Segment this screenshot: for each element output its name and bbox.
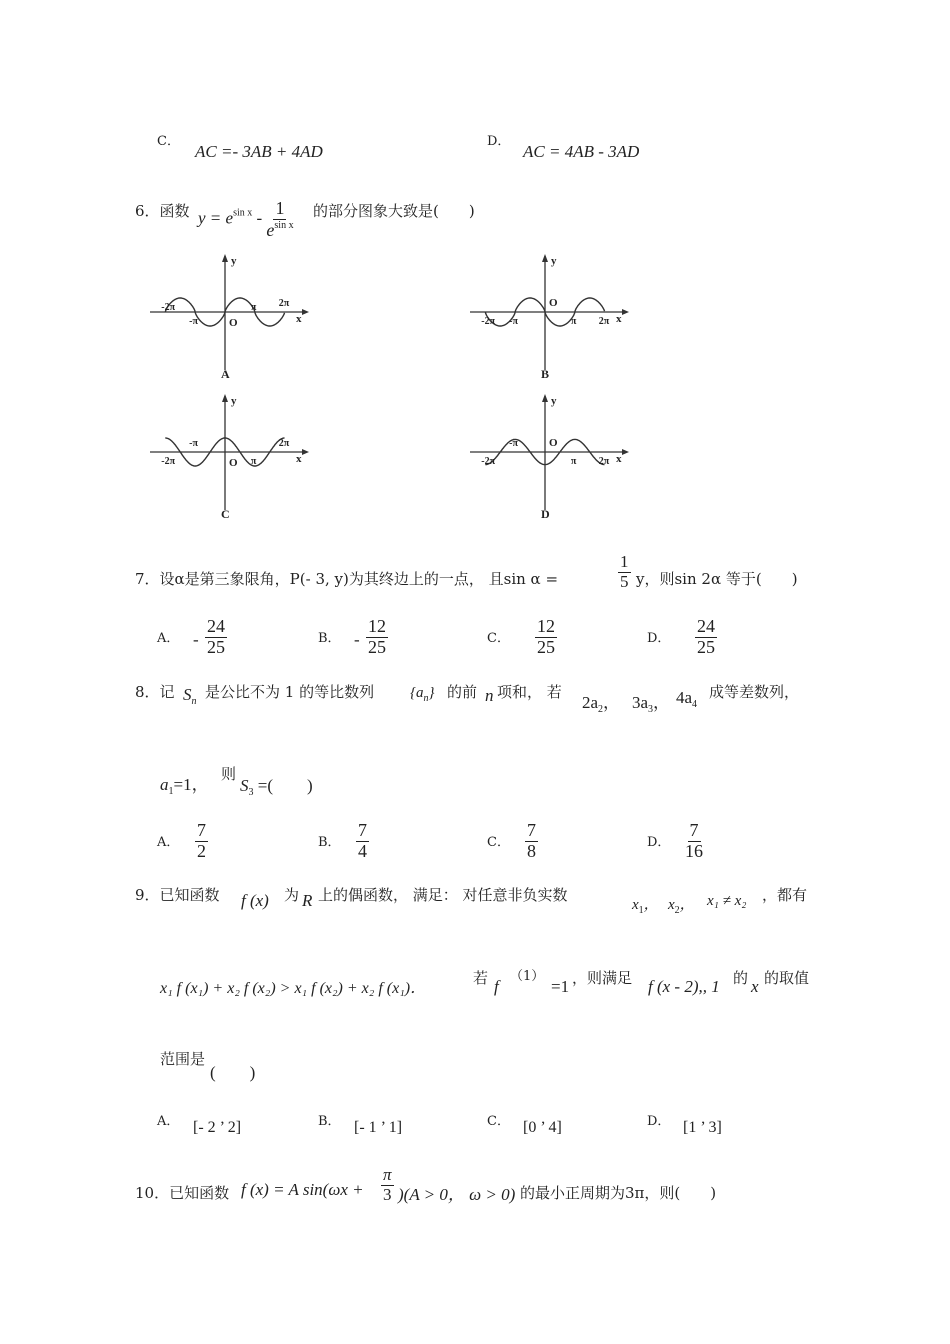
q9-option-label-2[interactable]: C．	[487, 1114, 510, 1129]
q9-option-value-0[interactable]: [- 2 ’ 2]	[193, 1119, 242, 1136]
tick-label-2pi: 2π	[598, 456, 610, 467]
fraction-denominator: 25	[207, 636, 225, 657]
q8opts-fraction-1[interactable]	[356, 821, 369, 862]
q6-fraction-numerator: 1	[275, 198, 285, 218]
tick-label-pi: π	[570, 316, 577, 327]
q9-mid1: 为	[284, 886, 300, 904]
q7opts-label-0[interactable]: A．	[157, 631, 180, 646]
q6-formula	[198, 199, 294, 241]
q8-sn: $S_n$	[183, 685, 197, 707]
q9-option-label-1[interactable]: B．	[318, 1114, 341, 1129]
q6-formula-base: y = e	[198, 208, 234, 228]
fraction-numerator: 12	[368, 616, 386, 636]
x-axis-arrow	[302, 309, 309, 315]
q6-question-text: 的部分图象大致是( )	[313, 202, 475, 220]
q8-term1: $2a_2$，	[582, 693, 621, 715]
fraction-denominator: 25	[697, 636, 715, 657]
tick-label-2pi: 2π	[278, 298, 290, 309]
tick-label-neg-2pi: -2π	[481, 316, 496, 327]
q8-term2: $3a_3$，	[632, 693, 671, 715]
q7opts-label-3[interactable]: D．	[647, 631, 671, 646]
q6-formula-minus: -	[256, 208, 263, 228]
y-axis-label: y	[231, 255, 237, 267]
y-axis-arrow	[222, 254, 228, 262]
fraction-denominator: 25	[537, 636, 555, 657]
y-axis-label: y	[231, 395, 237, 407]
q7opts-label-2[interactable]: C．	[487, 631, 510, 646]
q8opts-fraction-3[interactable]	[685, 821, 703, 862]
q7-text-post: y，则sin 2α 等于( )	[636, 570, 798, 588]
q8-line1: 8．记	[135, 683, 175, 701]
tick-label-neg-pi: -π	[189, 438, 198, 449]
q9-end2: 的取值	[764, 969, 810, 987]
tick-label-2pi: 2π	[598, 316, 610, 327]
q10-formula: f (x) = A sin(ωx +	[241, 1180, 364, 1199]
x-axis-label: x	[296, 313, 302, 325]
q5-option-d-label: D．	[487, 134, 511, 149]
q9-R: R	[302, 891, 313, 910]
q8-an: $\{a_n\}$	[410, 685, 435, 704]
q8opts-label-2[interactable]: C．	[487, 835, 510, 850]
tick-label-pi: π	[570, 456, 577, 467]
q9-inequality: x₁ f (x₁) + x₂ f (x₂) > x₁ f (x₂) + x₂ f (x₁)．	[160, 980, 427, 997]
tick-label-pi: π	[250, 456, 257, 467]
fraction-denominator: 25	[368, 636, 386, 657]
q6-graph-d	[470, 390, 630, 520]
fraction-denominator: 2	[197, 840, 206, 861]
q9-pre: 9．已知函数	[135, 886, 220, 904]
q9-x: x	[751, 977, 759, 996]
tick-label-pi: π	[250, 302, 257, 313]
x-axis-arrow	[622, 309, 629, 315]
q6-graph-a	[150, 250, 310, 380]
q9-x1: $x_1$，	[632, 897, 659, 916]
graph-option-label: A	[221, 367, 230, 380]
q9-option-value-2[interactable]: [0 ’ 4]	[523, 1119, 562, 1136]
q9-neq: x₁ ≠ x₂	[707, 893, 747, 909]
q6-graph-c	[150, 390, 310, 520]
fraction-numerator: 7	[527, 820, 536, 840]
q9-condition: f (x - 2),, 1	[648, 977, 720, 996]
fraction-numerator: 7	[358, 820, 367, 840]
q10-pre: 10．已知函数	[135, 1184, 230, 1202]
x-axis-arrow	[302, 449, 309, 455]
fraction-denominator: 8	[527, 840, 536, 861]
x-axis-arrow	[622, 449, 629, 455]
q9-option-value-1[interactable]: [- 1 ’ 1]	[354, 1119, 403, 1136]
q9-paren: ( )	[210, 1063, 256, 1082]
q8opts-fraction-0[interactable]	[195, 821, 208, 862]
tick-label-neg-pi: -π	[189, 316, 198, 327]
q9-option-value-3[interactable]: [1 ’ 3]	[683, 1119, 722, 1136]
q9-fx: f (x)	[241, 891, 269, 910]
q5-option-c-formula: AC =- 3AB + 4AD	[195, 142, 323, 161]
q7-fraction-numerator: 1	[620, 552, 629, 571]
y-axis-arrow	[542, 394, 548, 402]
y-axis-arrow	[222, 394, 228, 402]
q7-text: 7．设α是第三象限角，P(- 3, y)为其终边上的一点， 且sin α =	[135, 570, 559, 588]
q7opts-fraction-2[interactable]	[535, 617, 557, 658]
q9-eq: =1	[551, 977, 570, 996]
tick-label-neg-pi: -π	[509, 316, 518, 327]
q7opts-label-1[interactable]: B．	[318, 631, 341, 646]
q8-n: n	[485, 686, 494, 705]
q9-end: ，都有	[762, 886, 808, 904]
y-axis-arrow	[542, 254, 548, 262]
q8-s3: $S_3$ =( )	[240, 776, 313, 798]
y-axis-label: y	[551, 395, 557, 407]
q8-text-mid1: 是公比不为 1 的等比数列	[205, 683, 375, 701]
fraction-denominator: 16	[685, 840, 703, 861]
q8-then: 则	[221, 765, 237, 783]
tick-label-neg-2pi: -2π	[161, 302, 176, 313]
q7opts-fraction-1[interactable]	[366, 617, 388, 658]
q9-one: （1）	[510, 969, 545, 984]
q7-fraction-denominator: 5	[620, 571, 629, 591]
q7opts-fraction-0[interactable]	[205, 617, 227, 658]
q8opts-label-3[interactable]: D．	[647, 835, 671, 850]
q6-graph-b	[470, 250, 630, 380]
x-axis-label: x	[616, 313, 622, 325]
q6-formula-fraction	[266, 199, 293, 241]
q9-de: 的	[733, 969, 749, 987]
tick-label-neg-pi: -π	[509, 438, 518, 449]
q9-x2: $x_2$，	[668, 897, 695, 916]
q9-line3: 范围是	[160, 1050, 206, 1068]
fraction-denominator: 4	[358, 840, 367, 861]
q8opts-label-0[interactable]: A．	[157, 835, 180, 850]
origin-label: O	[549, 437, 558, 449]
origin-label: O	[229, 317, 238, 329]
q10-fraction-denominator: 3	[383, 1184, 392, 1204]
q7opts-fraction-3[interactable]	[695, 617, 717, 658]
fraction-numerator: 24	[697, 616, 715, 636]
q8opts-label-1[interactable]: B．	[318, 835, 341, 850]
q10-formula-post: )(A > 0， ω > 0)	[398, 1185, 516, 1204]
fraction-numerator: 12	[537, 616, 555, 636]
tick-label-neg-2pi: -2π	[161, 456, 176, 467]
origin-label: O	[549, 297, 558, 309]
origin-label: O	[229, 457, 238, 469]
tick-label-2pi: 2π	[278, 438, 290, 449]
q9-option-label-3[interactable]: D．	[647, 1114, 671, 1129]
q10-text-post: 的最小正周期为3π，则( )	[520, 1184, 717, 1202]
x-axis-label: x	[296, 453, 302, 465]
q9-option-label-0[interactable]: A．	[157, 1114, 180, 1129]
fraction-numerator: 24	[207, 616, 225, 636]
q8-a1: $a_1=1$，	[160, 775, 209, 797]
q9-ruo: 若	[473, 969, 489, 987]
q8-text-mid3: 项和， 若	[497, 683, 562, 701]
q7opts-sign-0: -	[193, 630, 199, 649]
q8-text-mid2: 的前	[447, 683, 478, 701]
y-axis-label: y	[551, 255, 557, 267]
q8-text-end: 成等差数列，	[709, 683, 800, 701]
q7-fraction	[618, 553, 631, 591]
q6-number-text: 6．函数	[135, 202, 190, 220]
q9-then: ，则满足	[572, 969, 633, 987]
q5-option-c-label: C．	[157, 134, 180, 149]
graph-option-label: B	[541, 367, 550, 380]
q10-fraction	[381, 1166, 394, 1204]
q7opts-sign-1: -	[354, 630, 360, 649]
q10-fraction-numerator: π	[383, 1165, 392, 1184]
q6-fraction-denominator: $e^{sin x}$	[266, 219, 294, 240]
graph-option-label: C	[221, 507, 230, 520]
fraction-numerator: 7	[197, 820, 206, 840]
q5-option-d-formula: AC = 4AB - 3AD	[523, 142, 640, 161]
q8-term3: $4a_4$	[676, 688, 698, 710]
x-axis-label: x	[616, 453, 622, 465]
fraction-numerator: 7	[689, 820, 699, 840]
graph-option-label: D	[541, 507, 550, 520]
q8opts-fraction-2[interactable]	[525, 821, 538, 862]
q6-formula-exponent: sin x	[233, 207, 253, 219]
q9-f: f	[494, 977, 499, 996]
q9-mid2: 上的偶函数， 满足： 对任意非负实数	[318, 886, 568, 904]
tick-label-neg-2pi: -2π	[481, 456, 496, 467]
